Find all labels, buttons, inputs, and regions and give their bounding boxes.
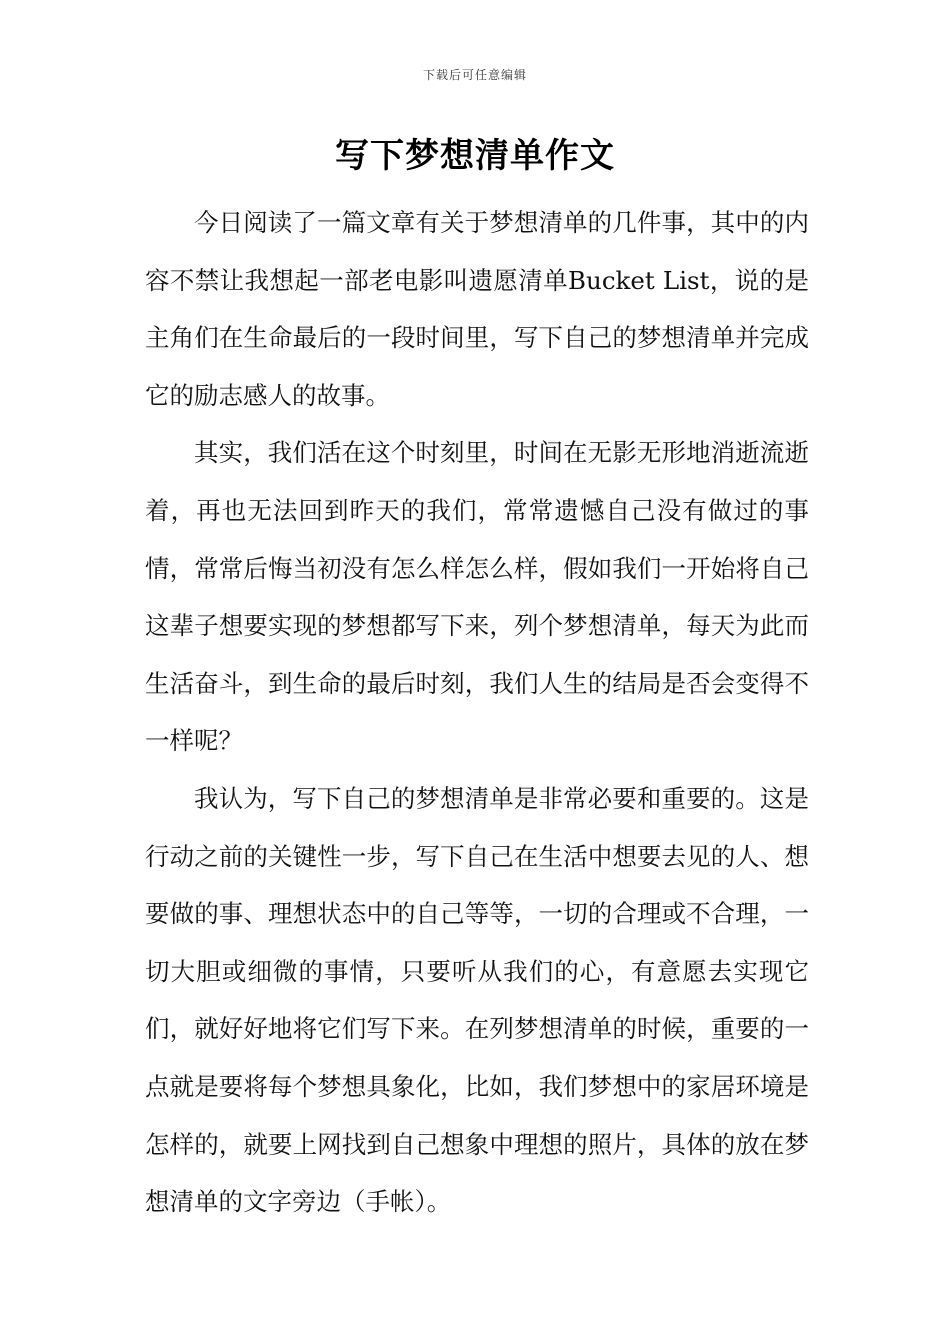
document-title: 写下梦想清单作文 (335, 136, 615, 176)
paragraph-3: 我认为，写下自己的梦想清单是非常必要和重要的。这是行动之前的关键性一步，写下自己在生活中想要去见的人、想要做的事、理想状态中的自己等等，一切的合理或不合理，一切大胆或细微的事情，只要听从我们的心，有意愿去实现它们，就好好地将它们写下来。在列梦想清单的时候，重要的一点就是要将每个梦想具象化，比如，我们梦想中的家居环境是怎样的，就要上网找到自己想象中理想的照片，具体的放在梦想清单的文字旁边（手帐）。 (145, 783, 809, 1217)
paragraph-1: 今日阅读了一篇文章有关于梦想清单的几件事，其中的内容不禁让我想起一部老电影叫遗愿清单Bucket List，说的是主角们在生命最后的一段时间里，写下自己的梦想清单并完成它的励志感人的故事。 (145, 208, 809, 410)
document-body (145, 194, 809, 1231)
paragraph-2: 其实，我们活在这个时刻里，时间在无影无形地消逝流逝着，再也无法回到昨天的我们，常常遗憾自己没有做过的事情，常常后悔当初没有怎么样怎么样，假如我们一开始将自己这辈子想要实现的梦想都写下来，列个梦想清单，每天为此而生活奋斗，到生命的最后时刻，我们人生的结局是否会变得不一样呢？ (145, 438, 809, 756)
header-note: 下载后可任意编辑 (422, 68, 527, 82)
